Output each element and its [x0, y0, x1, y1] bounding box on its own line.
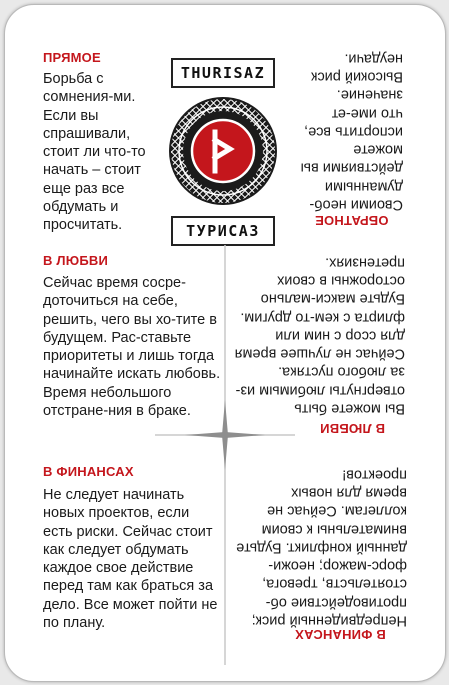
- upright-text: Борьба с сомнения-ми. Если вы спрашивали, стоит ли что-то начать – стоит еще раз все обдумать и просчитать.: [43, 71, 146, 234]
- rune-disc-icon: [168, 96, 278, 206]
- reversed-finance-title: В ФИНАНСАХ: [295, 627, 386, 642]
- rune-name-latin: THURISAZ: [171, 58, 275, 88]
- upright-love-text: Сейчас время сосре-доточиться на себе, решить, чего вы хо-тите в будущем. Рас-ставьте приоритеты и лишь тогда начинайте искать любовь. Время небольшого отстране-ния в браке.: [43, 275, 221, 420]
- reversed-text: Своими необ-думанными действиями вы можете испортить все, что име-ет значение. Высокий риск неудачи.: [300, 50, 403, 213]
- upright-title: ПРЯМОЕ: [43, 50, 101, 65]
- tarot-card: [4, 4, 446, 682]
- reversed-title: ОБРАТНОЕ: [315, 213, 389, 228]
- reversed-love-text: Вы можете быть отвергнуты любимым из-за любого пустяка. Сейчас не лучшее время для ссор с ним или флирта с кем-то другим. Будьте макси-мально осторожны в своих претензиях.: [234, 254, 405, 417]
- reversed-finance-text: Непредвиденный риск; противодействие об-стоятельств, тревога, форс-мажор; неожи-данный конфликт. Будьте внимательны к своим коллегам. Сейчас не время для новых проектов!: [236, 466, 407, 629]
- upright-finance-text: Не следует начинать новых проектов, если есть риски. Сейчас стоит как следует обдумать каждое свое действие перед там как браться за дело. Все может пойти не по плану.: [43, 487, 218, 632]
- reversed-love-title: В ЛЮБВИ: [320, 421, 386, 436]
- upright-finance-title: В ФИНАНСАХ: [43, 464, 134, 479]
- rune-emblem: [163, 52, 283, 252]
- rune-name-cyrillic: ТУРИСАЗ: [171, 216, 275, 246]
- upright-love-title: В ЛЮБВИ: [43, 253, 109, 268]
